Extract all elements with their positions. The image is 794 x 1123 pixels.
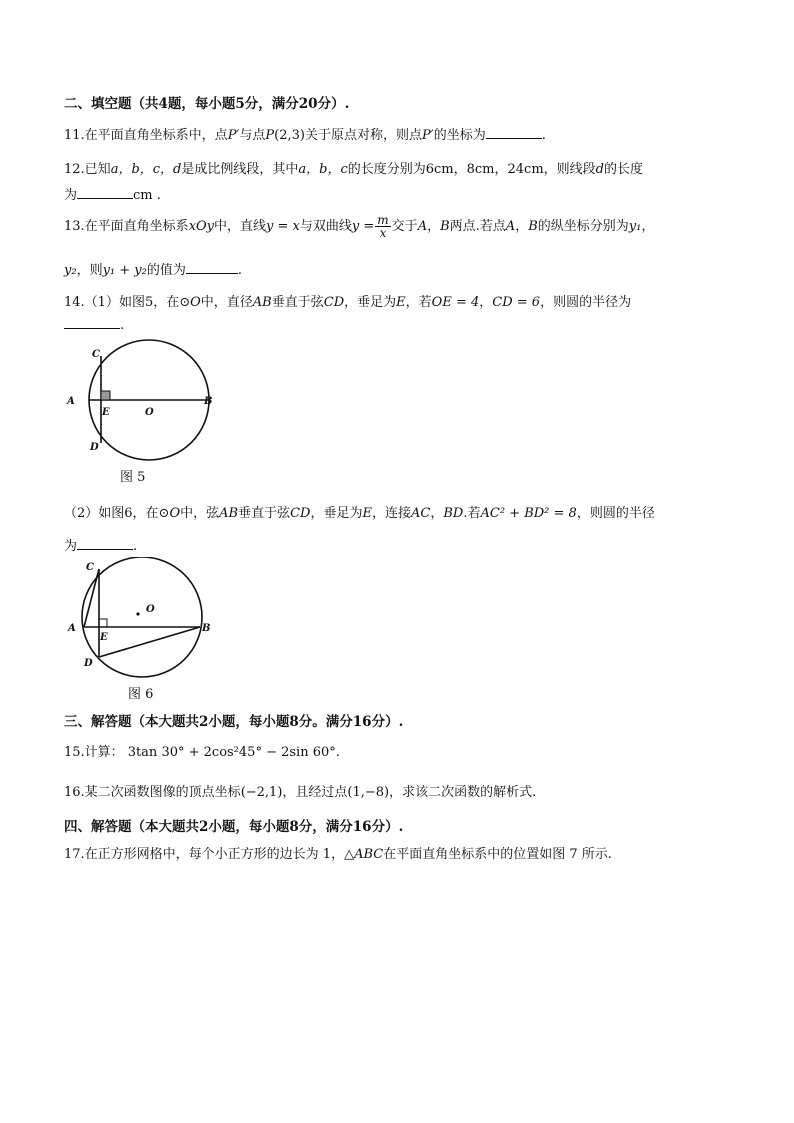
q14-2-ab: AB bbox=[219, 506, 239, 521]
q13-y2: y₂ bbox=[64, 263, 77, 278]
q11-text-a: 11.在平面直角坐标系中，点 bbox=[64, 128, 228, 143]
section-solve-title-2: 四、解答题（本大题共2小题，每小题8分，满分16分）. bbox=[64, 819, 404, 835]
q13-text-j: ，则 bbox=[76, 263, 103, 278]
section-fill-in-title: 二、填空题（共4题，每小题5分，满分20分）. bbox=[64, 96, 350, 112]
figure-5 bbox=[62, 335, 222, 465]
q17-triangle: △ABC bbox=[344, 847, 384, 862]
q14-1-circle-o: O bbox=[190, 295, 201, 310]
q14-2-text-g: .若 bbox=[463, 506, 481, 521]
q12-vars: a，b，c，d bbox=[110, 162, 182, 177]
q14-1-text-a: 14.（1）如图5，在⊙ bbox=[64, 295, 191, 310]
q11-text-c: 关于原点对称，则点 bbox=[304, 128, 422, 143]
q13-text-g: ， bbox=[515, 219, 529, 234]
figure-5-caption: 图 5 bbox=[120, 470, 146, 485]
q13-text-c: 与双曲线 bbox=[299, 219, 352, 234]
fig5-label-b: B bbox=[204, 396, 213, 407]
q14-1-answer-blank[interactable] bbox=[64, 318, 120, 329]
q14-1-text-f: ， bbox=[479, 295, 493, 310]
q15-expression: 3tan 30° + 2cos²45° − 2sin 60°. bbox=[127, 745, 340, 760]
q13-denominator: x bbox=[379, 226, 387, 240]
q14-2-text-d: ，垂足为 bbox=[310, 506, 363, 521]
fig6-label-a: A bbox=[68, 623, 76, 634]
fig6-segment-bd bbox=[99, 627, 200, 657]
q14-2-bd: BD bbox=[443, 506, 464, 521]
q14-2-ac: AC bbox=[411, 506, 431, 521]
q11-answer-blank[interactable] bbox=[486, 128, 542, 139]
fig6-circle bbox=[82, 557, 202, 677]
q17-text-b: 在平面直角坐标系中的位置如图 7 所示. bbox=[383, 847, 612, 862]
q14-1-cd6: CD = 6 bbox=[492, 295, 541, 310]
q13-text-i: ， bbox=[641, 219, 655, 234]
fig6-label-o: O bbox=[146, 604, 155, 615]
q13-fraction bbox=[375, 214, 390, 239]
q13-text-b: 中，直线 bbox=[214, 219, 267, 234]
q16-vertex: (−2,1) bbox=[240, 785, 283, 800]
q11-text-b: 与点 bbox=[239, 128, 266, 143]
q14-2-text-h: ，则圆的半径 bbox=[576, 506, 655, 521]
q13-point-b: B bbox=[440, 219, 450, 234]
q16-text-b: ，且经过点 bbox=[282, 785, 348, 800]
fig6-label-d: D bbox=[84, 658, 93, 669]
q14-2-e: E bbox=[362, 506, 372, 521]
q12-text-b: 是成比例线段，其中 bbox=[181, 162, 299, 177]
q13-system: xOy bbox=[188, 219, 215, 234]
question-15 bbox=[64, 741, 340, 760]
fig6-right-angle-mark bbox=[99, 619, 107, 627]
q16-text-c: ，求该二次函数的解析式. bbox=[389, 785, 537, 800]
q14-1-text-g: ，则圆的半径为 bbox=[540, 295, 632, 310]
fig5-label-d: D bbox=[90, 442, 99, 453]
q16-text-a: 16.某二次函数图像的顶点坐标 bbox=[64, 785, 241, 800]
fig5-label-e: E bbox=[102, 407, 110, 418]
q11-text-d: 的坐标为 bbox=[433, 128, 486, 143]
q14-2-equation: AC² + BD² = 8 bbox=[480, 506, 577, 521]
q13-text-h: 的纵坐标分别为 bbox=[537, 219, 629, 234]
q14-2-circle-o: O bbox=[169, 506, 181, 521]
q12-unit: cm . bbox=[133, 188, 161, 203]
question-11: 11.在平面直角坐标系中，点P′与点P(2,3)关于原点对称，则点P′的坐标为 . bbox=[64, 128, 546, 143]
section-solve-title-1: 三、解答题（本大题共2小题，每小题8分。满分16分）. bbox=[64, 714, 404, 730]
question-12-line1 bbox=[64, 158, 643, 177]
q12-text-a: 12.已知 bbox=[64, 162, 111, 177]
fig5-label-o: O bbox=[145, 407, 154, 418]
q14-1-text-d: ，垂足为 bbox=[344, 295, 397, 310]
fig6-center-dot bbox=[136, 612, 139, 615]
q14-1-oe: OE = 4 bbox=[431, 295, 480, 310]
question-14-part2-blank-line: 为 . bbox=[64, 539, 138, 554]
fig6-label-e: E bbox=[100, 632, 108, 643]
q12-vars2: a，b，c bbox=[298, 162, 348, 177]
q16-point: (1,−8) bbox=[347, 785, 390, 800]
fig5-label-c: C bbox=[92, 349, 100, 360]
q11-point-p-prime: P′ bbox=[227, 128, 240, 143]
q13-answer-blank[interactable] bbox=[186, 263, 238, 274]
q13-y1: y₁ bbox=[628, 219, 642, 234]
q13-line-eq: y = x bbox=[266, 219, 300, 234]
q13-point-b2: B bbox=[528, 219, 538, 234]
fig6-label-c: C bbox=[86, 562, 94, 573]
q14-2-text-f: ， bbox=[430, 506, 444, 521]
q14-2-text-b: 中，弦 bbox=[180, 506, 220, 521]
q13-text-k: 的值为 bbox=[146, 263, 186, 278]
fig6-label-b: B bbox=[202, 623, 211, 634]
question-13-line2: y₂，则y₁ + y₂的值为 . bbox=[64, 263, 243, 278]
question-12-line2 bbox=[64, 184, 161, 203]
q12-text-d: 的长度 bbox=[604, 162, 644, 177]
q13-point-a2: A bbox=[505, 219, 516, 234]
q13-hyperbola: y = bbox=[351, 219, 375, 234]
q12-text-c: 的长度分别为6cm，8cm，24cm，则线段 bbox=[347, 162, 596, 177]
figure-6 bbox=[62, 557, 222, 682]
q13-sum: y₁ + y₂ bbox=[102, 263, 147, 278]
q14-2-text-c: 垂直于弦 bbox=[238, 506, 291, 521]
q12-text-e: 为 bbox=[64, 188, 78, 203]
fig5-right-angle-mark bbox=[101, 391, 110, 400]
q13-text-d: 交于 bbox=[391, 219, 418, 234]
q11-point-p-prime-2: P′ bbox=[422, 128, 434, 143]
q14-2-text-a: （2）如图6，在⊙ bbox=[64, 506, 170, 521]
fig5-label-a: A bbox=[67, 396, 75, 407]
q11-point-p: P bbox=[265, 128, 275, 143]
q12-var-d: d bbox=[595, 162, 604, 177]
figure-6-caption: 图 6 bbox=[128, 687, 154, 702]
q11-coord: (2,3) bbox=[274, 128, 305, 143]
fig6-segment-ac bbox=[84, 569, 99, 627]
q14-2-answer-blank[interactable] bbox=[77, 539, 133, 550]
question-13-line1 bbox=[64, 214, 654, 239]
question-17 bbox=[64, 843, 612, 862]
q13-text-f: 两点.若点 bbox=[449, 219, 506, 234]
question-14-part2 bbox=[64, 502, 655, 521]
q13-numerator: m bbox=[377, 213, 389, 227]
q13-text-a: 13.在平面直角坐标系 bbox=[64, 219, 189, 234]
q14-1-cd: CD bbox=[323, 295, 345, 310]
q14-2-text-e: ，连接 bbox=[371, 506, 411, 521]
q14-1-text-e: ，若 bbox=[405, 295, 432, 310]
q17-text-a: 17.在正方形网格中，每个小正方形的边长为 1， bbox=[64, 847, 345, 862]
q14-1-text-c: 垂直于弦 bbox=[271, 295, 324, 310]
q12-answer-blank[interactable] bbox=[77, 188, 133, 199]
q14-2-text-i: 为 bbox=[64, 539, 78, 554]
q14-2-cd: CD bbox=[290, 506, 311, 521]
q13-point-a: A bbox=[417, 219, 428, 234]
q13-text-e: ， bbox=[427, 219, 441, 234]
question-16 bbox=[64, 781, 536, 800]
q15-text-a: 15.计算： bbox=[64, 745, 124, 760]
question-14-part1-blank-line: . bbox=[64, 318, 124, 333]
q14-1-text-b: 中，直径 bbox=[200, 295, 253, 310]
question-14-part1 bbox=[64, 291, 631, 310]
q14-1-e: E bbox=[396, 295, 406, 310]
q14-1-ab: AB bbox=[252, 295, 272, 310]
